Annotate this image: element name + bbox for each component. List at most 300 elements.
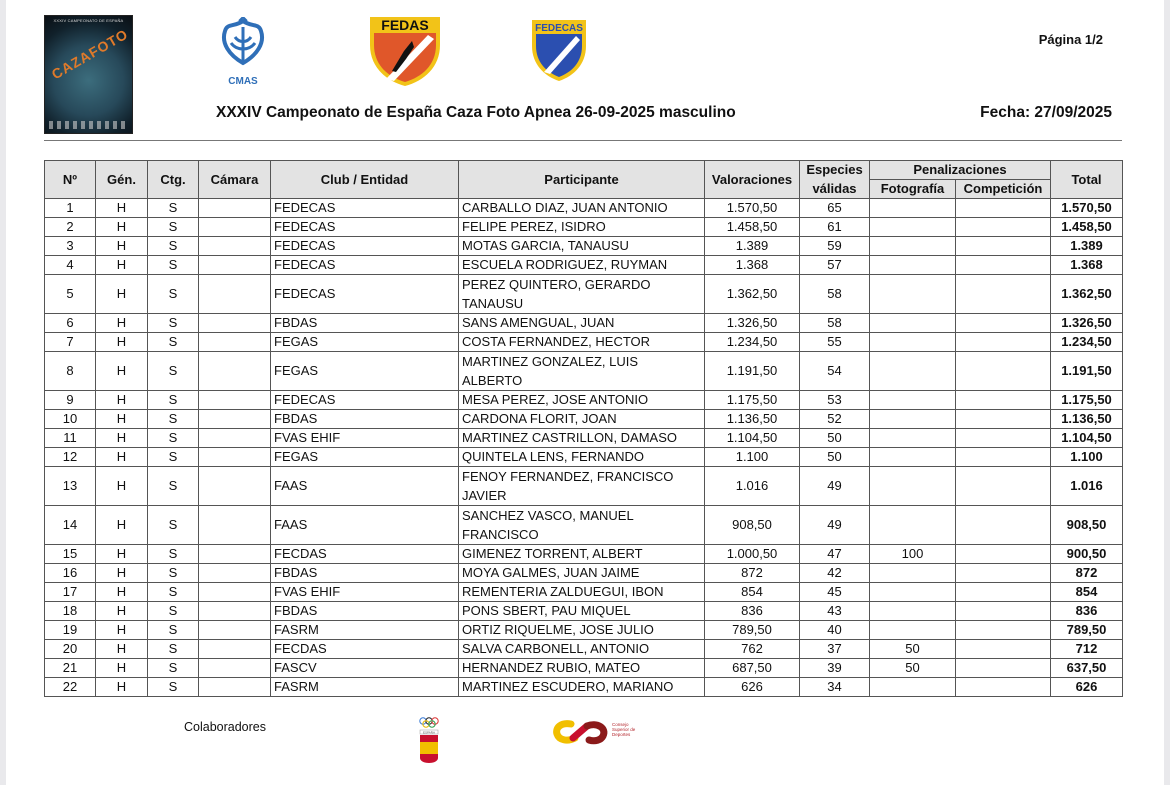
cell-no: 10	[45, 410, 96, 429]
cell-total: 1.104,50	[1051, 429, 1123, 448]
header-especies-line1: Especies	[806, 162, 863, 178]
cell-no: 19	[45, 621, 96, 640]
cell-gen: H	[96, 429, 148, 448]
cell-participante: HERNANDEZ RUBIO, MATEO	[459, 659, 705, 678]
cell-especies: 55	[800, 333, 870, 352]
fedecas-logo	[530, 18, 588, 82]
cell-fotografia	[870, 314, 956, 333]
table-row	[45, 391, 1123, 410]
cell-club: FVAS EHIF	[271, 429, 459, 448]
cell-especies: 54	[800, 352, 870, 391]
cell-fotografia	[870, 467, 956, 506]
cell-especies: 39	[800, 659, 870, 678]
cell-camara	[199, 333, 271, 352]
fedas-shield-icon	[368, 15, 442, 87]
header-fotografia: Fotografía	[870, 180, 956, 199]
cell-no: 20	[45, 640, 96, 659]
cell-ctg: S	[148, 314, 199, 333]
table-row	[45, 275, 1123, 314]
olympic-committee-icon	[417, 716, 441, 764]
cell-gen: H	[96, 621, 148, 640]
cell-participante: MOYA GALMES, JUAN JAIME	[459, 564, 705, 583]
cell-fotografia	[870, 621, 956, 640]
cell-competicion	[956, 659, 1051, 678]
cell-valoraciones: 687,50	[705, 659, 800, 678]
cell-especies: 40	[800, 621, 870, 640]
cell-participante: SANS AMENGUAL, JUAN	[459, 314, 705, 333]
cell-fotografia	[870, 391, 956, 410]
cell-especies: 34	[800, 678, 870, 697]
cell-total: 1.368	[1051, 256, 1123, 275]
poster-title-text: CAZAFOTO	[48, 25, 131, 83]
cell-no: 8	[45, 352, 96, 391]
cell-no: 14	[45, 506, 96, 545]
cell-competicion	[956, 333, 1051, 352]
cell-participante: MARTINEZ CASTRILLON, DAMASO	[459, 429, 705, 448]
table-row	[45, 199, 1123, 218]
cell-club: FBDAS	[271, 314, 459, 333]
table-row	[45, 640, 1123, 659]
cell-no: 17	[45, 583, 96, 602]
cell-no: 12	[45, 448, 96, 467]
header-camara: Cámara	[199, 161, 271, 199]
cell-especies: 57	[800, 256, 870, 275]
cell-ctg: S	[148, 333, 199, 352]
cmas-emblem-icon	[213, 17, 273, 73]
cell-gen: H	[96, 314, 148, 333]
fedecas-logo-text: FEDECAS	[535, 23, 583, 34]
cell-club: FASRM	[271, 621, 459, 640]
results-table-body	[45, 199, 1123, 697]
header-ctg: Ctg.	[148, 161, 199, 199]
results-table	[44, 160, 1123, 697]
cell-valoraciones: 1.458,50	[705, 218, 800, 237]
cell-competicion	[956, 678, 1051, 697]
cell-total: 1.326,50	[1051, 314, 1123, 333]
cell-gen: H	[96, 237, 148, 256]
cell-participante: FENOY FERNANDEZ, FRANCISCO JAVIER	[459, 467, 705, 506]
cell-total: 1.234,50	[1051, 333, 1123, 352]
cell-ctg: S	[148, 410, 199, 429]
cell-fotografia	[870, 333, 956, 352]
header-especies	[800, 161, 870, 180]
poster-top-text: XXXIV CAMPEONATO DE ESPAÑA	[53, 18, 124, 23]
table-row	[45, 467, 1123, 506]
cell-camara	[199, 583, 271, 602]
cell-competicion	[956, 410, 1051, 429]
cell-gen: H	[96, 506, 148, 545]
cell-fotografia: 50	[870, 659, 956, 678]
cell-gen: H	[96, 410, 148, 429]
table-row	[45, 659, 1123, 678]
cell-valoraciones: 1.100	[705, 448, 800, 467]
header-valoraciones: Valoraciones	[705, 161, 800, 199]
cell-ctg: S	[148, 640, 199, 659]
table-row	[45, 352, 1123, 391]
cell-total: 637,50	[1051, 659, 1123, 678]
cell-total: 908,50	[1051, 506, 1123, 545]
cell-gen: H	[96, 583, 148, 602]
table-row	[45, 448, 1123, 467]
cell-gen: H	[96, 564, 148, 583]
cell-especies: 42	[800, 564, 870, 583]
cell-club: FEDECAS	[271, 391, 459, 410]
table-row	[45, 333, 1123, 352]
cell-no: 21	[45, 659, 96, 678]
cell-club: FBDAS	[271, 410, 459, 429]
cell-ctg: S	[148, 678, 199, 697]
cell-fotografia	[870, 199, 956, 218]
cell-participante: FELIPE PEREZ, ISIDRO	[459, 218, 705, 237]
cell-participante: PONS SBERT, PAU MIQUEL	[459, 602, 705, 621]
cell-total: 1.100	[1051, 448, 1123, 467]
cell-total: 1.389	[1051, 237, 1123, 256]
cell-participante: COSTA FERNANDEZ, HECTOR	[459, 333, 705, 352]
table-row	[45, 410, 1123, 429]
cell-participante: ESCUELA RODRIGUEZ, RUYMAN	[459, 256, 705, 275]
cell-competicion	[956, 218, 1051, 237]
cell-gen: H	[96, 678, 148, 697]
cell-valoraciones: 1.104,50	[705, 429, 800, 448]
cell-no: 9	[45, 391, 96, 410]
header-participante: Participante	[459, 161, 705, 199]
cell-club: FBDAS	[271, 564, 459, 583]
cell-camara	[199, 448, 271, 467]
header-competicion: Competición	[956, 180, 1051, 199]
cell-participante: CARDONA FLORIT, JOAN	[459, 410, 705, 429]
cell-gen: H	[96, 545, 148, 564]
cell-camara	[199, 410, 271, 429]
cell-no: 1	[45, 199, 96, 218]
table-row	[45, 314, 1123, 333]
cell-competicion	[956, 256, 1051, 275]
cell-fotografia	[870, 410, 956, 429]
cell-fotografia	[870, 256, 956, 275]
cell-especies: 52	[800, 410, 870, 429]
table-row	[45, 564, 1123, 583]
cell-valoraciones: 1.175,50	[705, 391, 800, 410]
cell-fotografia: 100	[870, 545, 956, 564]
cell-competicion	[956, 602, 1051, 621]
csd-logo	[551, 716, 651, 748]
cell-total: 900,50	[1051, 545, 1123, 564]
cell-especies: 49	[800, 506, 870, 545]
header-total: Total	[1051, 161, 1123, 199]
collaborators-label: Colaboradores	[184, 720, 266, 734]
cell-especies: 58	[800, 314, 870, 333]
cell-fotografia	[870, 564, 956, 583]
fedecas-shield-icon	[530, 18, 588, 82]
cell-especies: 50	[800, 448, 870, 467]
cell-valoraciones: 1.389	[705, 237, 800, 256]
cell-valoraciones: 1.368	[705, 256, 800, 275]
cell-camara	[199, 545, 271, 564]
cell-camara	[199, 602, 271, 621]
cell-camara	[199, 314, 271, 333]
cell-ctg: S	[148, 237, 199, 256]
cell-total: 1.136,50	[1051, 410, 1123, 429]
cell-club: FECDAS	[271, 640, 459, 659]
cell-valoraciones: 626	[705, 678, 800, 697]
cell-ctg: S	[148, 545, 199, 564]
cell-camara	[199, 621, 271, 640]
cell-competicion	[956, 545, 1051, 564]
cell-gen: H	[96, 275, 148, 314]
cell-camara	[199, 199, 271, 218]
fedas-logo-text: FEDAS	[381, 17, 429, 33]
cell-club: FEDECAS	[271, 237, 459, 256]
cell-competicion	[956, 621, 1051, 640]
cell-total: 1.570,50	[1051, 199, 1123, 218]
cell-competicion	[956, 564, 1051, 583]
table-row	[45, 621, 1123, 640]
cell-no: 13	[45, 467, 96, 506]
cell-fotografia	[870, 678, 956, 697]
cell-camara	[199, 391, 271, 410]
cell-gen: H	[96, 602, 148, 621]
cell-ctg: S	[148, 506, 199, 545]
header-especies-validas: válidas	[800, 180, 870, 199]
poster-sponsors-strip	[49, 121, 128, 129]
cell-fotografia	[870, 218, 956, 237]
cell-competicion	[956, 237, 1051, 256]
cell-camara	[199, 352, 271, 391]
cell-valoraciones: 762	[705, 640, 800, 659]
cell-club: FEGAS	[271, 333, 459, 352]
cell-competicion	[956, 448, 1051, 467]
cell-total: 712	[1051, 640, 1123, 659]
page-number: Página 1/2	[1038, 32, 1103, 47]
cell-competicion	[956, 640, 1051, 659]
cell-club: FAAS	[271, 506, 459, 545]
cell-especies: 43	[800, 602, 870, 621]
cell-gen: H	[96, 640, 148, 659]
coe-logo-text: ESPAÑA	[423, 730, 435, 735]
cell-fotografia	[870, 506, 956, 545]
cell-camara	[199, 467, 271, 506]
cell-participante: MARTINEZ GONZALEZ, LUIS ALBERTO	[459, 352, 705, 391]
cell-camara	[199, 218, 271, 237]
cell-no: 18	[45, 602, 96, 621]
cell-ctg: S	[148, 391, 199, 410]
document-title: XXXIV Campeonato de España Caza Foto Apnea 26-09-2025 masculino	[216, 104, 736, 121]
cell-club: FASRM	[271, 678, 459, 697]
cell-no: 7	[45, 333, 96, 352]
cell-valoraciones: 1.191,50	[705, 352, 800, 391]
cell-competicion	[956, 583, 1051, 602]
cell-gen: H	[96, 391, 148, 410]
cmas-logo	[213, 17, 273, 87]
cell-valoraciones: 854	[705, 583, 800, 602]
cell-camara	[199, 237, 271, 256]
cell-valoraciones: 1.016	[705, 467, 800, 506]
cell-ctg: S	[148, 448, 199, 467]
table-row	[45, 678, 1123, 697]
cell-gen: H	[96, 333, 148, 352]
header-divider	[44, 140, 1122, 141]
cell-especies: 50	[800, 429, 870, 448]
cell-especies: 47	[800, 545, 870, 564]
cell-valoraciones: 1.362,50	[705, 275, 800, 314]
cell-ctg: S	[148, 602, 199, 621]
cell-valoraciones: 908,50	[705, 506, 800, 545]
cell-valoraciones: 1.000,50	[705, 545, 800, 564]
cell-participante: MESA PEREZ, JOSE ANTONIO	[459, 391, 705, 410]
cell-ctg: S	[148, 429, 199, 448]
cell-participante: ORTIZ RIQUELME, JOSE JULIO	[459, 621, 705, 640]
cell-ctg: S	[148, 583, 199, 602]
cell-no: 6	[45, 314, 96, 333]
cell-especies: 65	[800, 199, 870, 218]
cell-valoraciones: 836	[705, 602, 800, 621]
cell-participante: SANCHEZ VASCO, MANUEL FRANCISCO	[459, 506, 705, 545]
cell-club: FEDECAS	[271, 256, 459, 275]
cell-participante: MARTINEZ ESCUDERO, MARIANO	[459, 678, 705, 697]
cell-ctg: S	[148, 256, 199, 275]
cell-ctg: S	[148, 659, 199, 678]
cell-club: FEGAS	[271, 448, 459, 467]
cell-gen: H	[96, 218, 148, 237]
cell-club: FASCV	[271, 659, 459, 678]
cell-no: 22	[45, 678, 96, 697]
cell-club: FEDECAS	[271, 275, 459, 314]
cell-valoraciones: 1.234,50	[705, 333, 800, 352]
cell-ctg: S	[148, 621, 199, 640]
cell-ctg: S	[148, 199, 199, 218]
cell-valoraciones: 1.326,50	[705, 314, 800, 333]
cell-club: FEDECAS	[271, 218, 459, 237]
cell-club: FEDECAS	[271, 199, 459, 218]
cell-ctg: S	[148, 467, 199, 506]
cell-especies: 37	[800, 640, 870, 659]
cell-valoraciones: 872	[705, 564, 800, 583]
cell-gen: H	[96, 199, 148, 218]
cell-no: 4	[45, 256, 96, 275]
cell-participante: QUINTELA LENS, FERNANDO	[459, 448, 705, 467]
cell-gen: H	[96, 659, 148, 678]
table-row	[45, 583, 1123, 602]
cell-especies: 49	[800, 467, 870, 506]
table-row	[45, 256, 1123, 275]
cell-club: FEGAS	[271, 352, 459, 391]
cell-especies: 58	[800, 275, 870, 314]
cell-fotografia	[870, 602, 956, 621]
cell-participante: CARBALLO DIAZ, JUAN ANTONIO	[459, 199, 705, 218]
cell-camara	[199, 256, 271, 275]
cell-fotografia	[870, 275, 956, 314]
cell-no: 16	[45, 564, 96, 583]
header-gen: Gén.	[96, 161, 148, 199]
cell-ctg: S	[148, 218, 199, 237]
cell-fotografia	[870, 237, 956, 256]
cell-especies: 59	[800, 237, 870, 256]
cell-club: FECDAS	[271, 545, 459, 564]
cell-competicion	[956, 352, 1051, 391]
cell-no: 2	[45, 218, 96, 237]
cell-club: FVAS EHIF	[271, 583, 459, 602]
cell-camara	[199, 275, 271, 314]
cell-gen: H	[96, 352, 148, 391]
cell-club: FBDAS	[271, 602, 459, 621]
cell-ctg: S	[148, 352, 199, 391]
cell-competicion	[956, 314, 1051, 333]
cell-total: 626	[1051, 678, 1123, 697]
cell-valoraciones: 789,50	[705, 621, 800, 640]
championship-poster-logo	[44, 15, 133, 134]
table-row	[45, 218, 1123, 237]
cell-total: 1.016	[1051, 467, 1123, 506]
csd-emblem-icon	[551, 716, 611, 748]
cell-participante: SALVA CARBONELL, ANTONIO	[459, 640, 705, 659]
cell-gen: H	[96, 467, 148, 506]
cell-total: 1.362,50	[1051, 275, 1123, 314]
cell-participante: REMENTERIA ZALDUEGUI, IBON	[459, 583, 705, 602]
cell-camara	[199, 678, 271, 697]
cell-competicion	[956, 391, 1051, 410]
cell-competicion	[956, 467, 1051, 506]
table-row	[45, 429, 1123, 448]
cell-total: 1.458,50	[1051, 218, 1123, 237]
cell-fotografia: 50	[870, 640, 956, 659]
cell-total: 1.175,50	[1051, 391, 1123, 410]
cell-especies: 53	[800, 391, 870, 410]
cell-no: 11	[45, 429, 96, 448]
cell-total: 872	[1051, 564, 1123, 583]
cell-ctg: S	[148, 564, 199, 583]
cell-valoraciones: 1.136,50	[705, 410, 800, 429]
document-date: Fecha: 27/09/2025	[980, 104, 1112, 121]
header-penalizaciones: Penalizaciones	[870, 161, 1051, 180]
cell-especies: 61	[800, 218, 870, 237]
cell-fotografia	[870, 583, 956, 602]
results-page	[6, 0, 1164, 785]
cell-fotografia	[870, 448, 956, 467]
cell-fotografia	[870, 352, 956, 391]
cell-gen: H	[96, 448, 148, 467]
cell-no: 3	[45, 237, 96, 256]
cell-competicion	[956, 199, 1051, 218]
cell-camara	[199, 564, 271, 583]
cell-competicion	[956, 506, 1051, 545]
cell-no: 5	[45, 275, 96, 314]
cell-participante: GIMENEZ TORRENT, ALBERT	[459, 545, 705, 564]
cell-camara	[199, 659, 271, 678]
coe-logo	[417, 716, 441, 764]
cell-club: FAAS	[271, 467, 459, 506]
cell-competicion	[956, 275, 1051, 314]
cell-camara	[199, 506, 271, 545]
csd-logo-text: Consejo Superior de Deportes	[612, 722, 636, 737]
cmas-logo-text: CMAS	[228, 76, 258, 87]
table-row	[45, 237, 1123, 256]
cell-fotografia	[870, 429, 956, 448]
table-row	[45, 602, 1123, 621]
header-no: Nº	[45, 161, 96, 199]
cell-total: 1.191,50	[1051, 352, 1123, 391]
cell-total: 854	[1051, 583, 1123, 602]
cell-competicion	[956, 429, 1051, 448]
table-row	[45, 506, 1123, 545]
table-row	[45, 545, 1123, 564]
cell-ctg: S	[148, 275, 199, 314]
cell-camara	[199, 640, 271, 659]
cell-participante: PEREZ QUINTERO, GERARDO TANAUSU	[459, 275, 705, 314]
cell-total: 789,50	[1051, 621, 1123, 640]
cell-gen: H	[96, 256, 148, 275]
cell-camara	[199, 429, 271, 448]
fedas-logo	[368, 15, 442, 87]
cell-participante: MOTAS GARCIA, TANAUSU	[459, 237, 705, 256]
